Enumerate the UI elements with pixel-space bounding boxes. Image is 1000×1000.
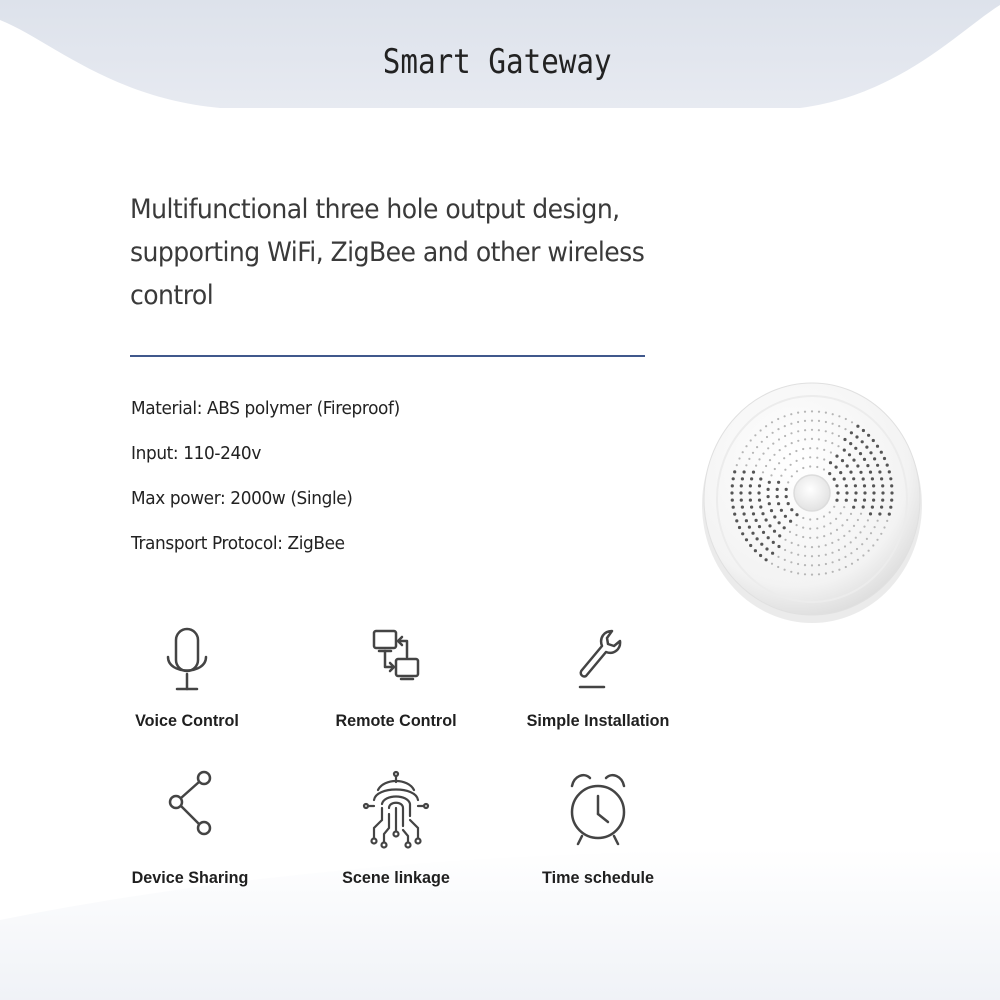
spec-max-power: Max power: 2000w (Single) [131,488,353,509]
fingerprint-circuit-icon [360,768,432,850]
feature-time-schedule [498,768,698,888]
feature-label: Device Sharing [131,868,249,887]
feature-simple-installation [498,625,698,731]
feature-scene-linkage [296,768,496,888]
feature-device-sharing [90,768,290,888]
alarm-clock-icon [562,768,634,850]
feature-label: Simple Installation [526,711,670,730]
wrench-icon [568,625,628,695]
feature-label: Voice Control [135,711,239,730]
page-title: Smart Gateway [382,42,612,82]
remote-devices-icon [366,625,426,695]
product-headline: Multifunctional three hole output design, supporting WiFi, ZigBee and other wireless control [130,194,645,311]
feature-remote-control [296,625,496,731]
share-icon [160,768,220,840]
spec-material: Material: ABS polymer (Fireproof) [131,398,400,419]
divider [130,355,645,357]
feature-label: Scene linkage [342,868,450,887]
spec-input: Input: 110-240v [131,443,261,464]
feature-voice-control [87,625,287,731]
microphone-icon [157,625,217,697]
feature-label: Time schedule [542,868,654,887]
feature-label: Remote Control [335,711,457,730]
spec-protocol: Transport Protocol: ZigBee [131,533,345,554]
smart-gateway-device-image [700,375,925,625]
spec-list [131,395,417,575]
